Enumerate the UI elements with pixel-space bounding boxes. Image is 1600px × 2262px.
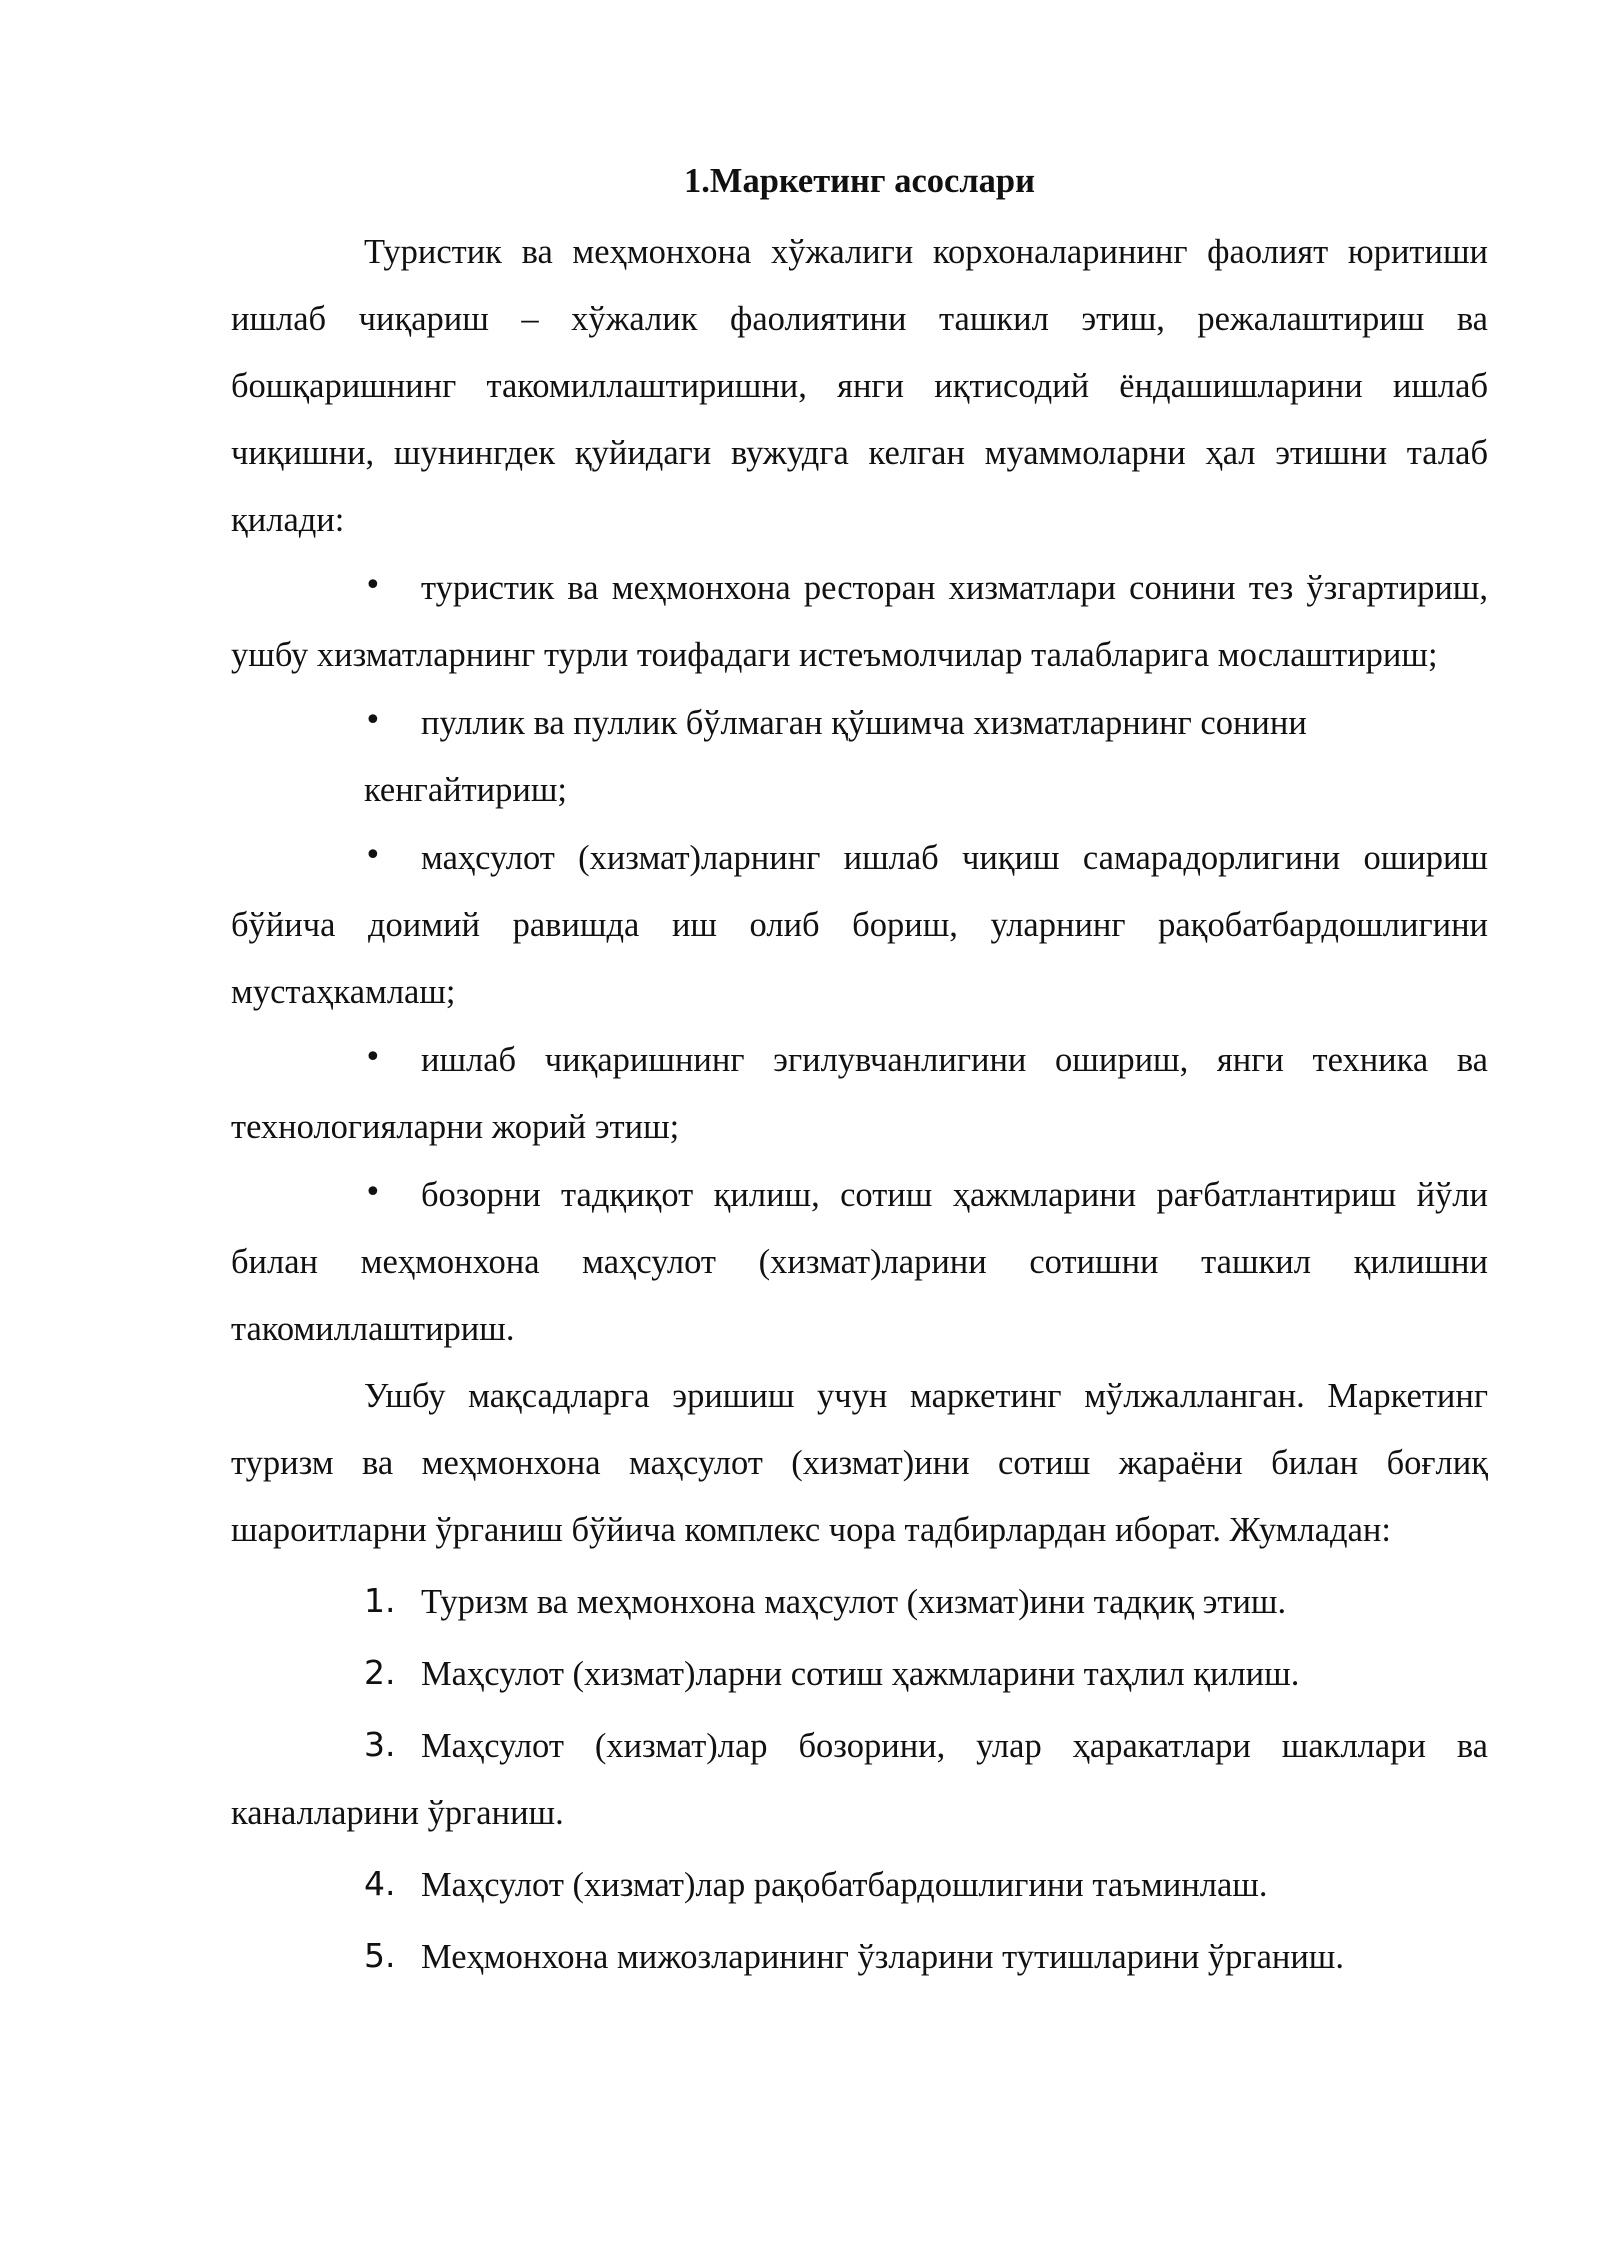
bullet-text: ишлаб чиқаришнинг эгилувчанлигини ошириш, янги техника ва технологияларни жорий этиш; <box>231 1041 1488 1146</box>
bullet-text: бозорни тадқиқот қилиш, сотиш ҳажмларини рағбатлантириш йўли билан меҳмонхона маҳсулот (хизмат)ларини сотишни ташкил қилишни такомиллаштириш. <box>231 1176 1488 1348</box>
bullet-text: туристик ва меҳмонхона ресторан хизматлари сонини тез ўзгартириш, ушбу хизматларнинг турли тоифадаги истеъмолчилар талабларига мослаштириш; <box>231 569 1488 674</box>
bullet-item-4 <box>231 1027 1488 1161</box>
item-number: 2. <box>364 1653 396 1692</box>
bullet-icon: • <box>364 703 382 738</box>
bullet-item-2-continuation: кенгайтириш; <box>364 771 568 809</box>
item-text: Маҳсулот (хизмат)лар рақобатбардошлигини таъминлаш. <box>421 1866 1268 1904</box>
bullet-icon: • <box>364 568 382 603</box>
bullet-item-2 <box>231 690 1488 757</box>
numbered-item-5 <box>231 1924 1488 1991</box>
bullet-icon: • <box>364 1175 382 1210</box>
bullet-text: маҳсулот (хизмат)ларнинг ишлаб чиқиш самарадорлигини ошириш бўйича доимий равишда иш олиб бориш, уларнинг рақобатбардошлигини мустаҳкамлаш; <box>231 839 1488 1011</box>
numbered-item-3 <box>231 1713 1488 1847</box>
item-text: Маҳсулот (хизмат)ларни сотиш ҳажмларини таҳлил қилиш. <box>421 1655 1300 1693</box>
bullet-icon: • <box>364 838 382 873</box>
item-text: Маҳсулот (хизмат)лар бозорини, улар ҳаракатлари шакллари ва каналларини ўрганиш. <box>231 1727 1488 1832</box>
item-number: 4. <box>364 1864 396 1903</box>
bullet-icon: • <box>364 1040 382 1075</box>
bullet-text: пуллик ва пуллик бўлмаган қўшимча хизматларнинг сонини <box>421 704 1307 742</box>
bullet-item-5 <box>231 1162 1488 1363</box>
numbered-item-4 <box>231 1852 1488 1919</box>
purpose-paragraph: Ушбу мақсадларга эришиш учун маркетинг мўлжалланган. Маркетинг туризм ва меҳмонхона маҳсулот (хизмат)ини сотиш жараёни билан боғлиқ шароитларни ўрганиш бўйича комплекс чора тадбирлардан иборат. Жумладан: <box>231 1377 1488 1549</box>
document-title: 1.Маркетинг асослари <box>684 162 1035 200</box>
item-number: 1. <box>364 1581 396 1620</box>
item-text: Туризм ва меҳмонхона маҳсулот (хизмат)ини тадқиқ этиш. <box>421 1583 1287 1621</box>
item-text: Меҳмонхона мижозларининг ўзларини тутишларини ўрганиш. <box>421 1938 1344 1976</box>
document-body <box>231 148 1488 1991</box>
bullet-item-1 <box>231 555 1488 689</box>
bullet-item-3 <box>231 825 1488 1026</box>
numbered-item-2 <box>231 1641 1488 1708</box>
numbered-item-1 <box>231 1569 1488 1636</box>
intro-paragraph: Туристик ва меҳмонхона хўжалиги корхоналарининг фаолият юритиши ишлаб чиқариш – хўжалик фаолиятини ташкил этиш, режалаштириш ва бошқаришнинг такомиллаштиришни, янги иқтисодий ёндашишларини ишлаб чиқишни, шунингдек қуйидаги вужудга келган муаммоларни ҳал этишни талаб қилади: <box>231 233 1488 539</box>
item-number: 5. <box>364 1936 396 1975</box>
item-number: 3. <box>364 1725 396 1764</box>
